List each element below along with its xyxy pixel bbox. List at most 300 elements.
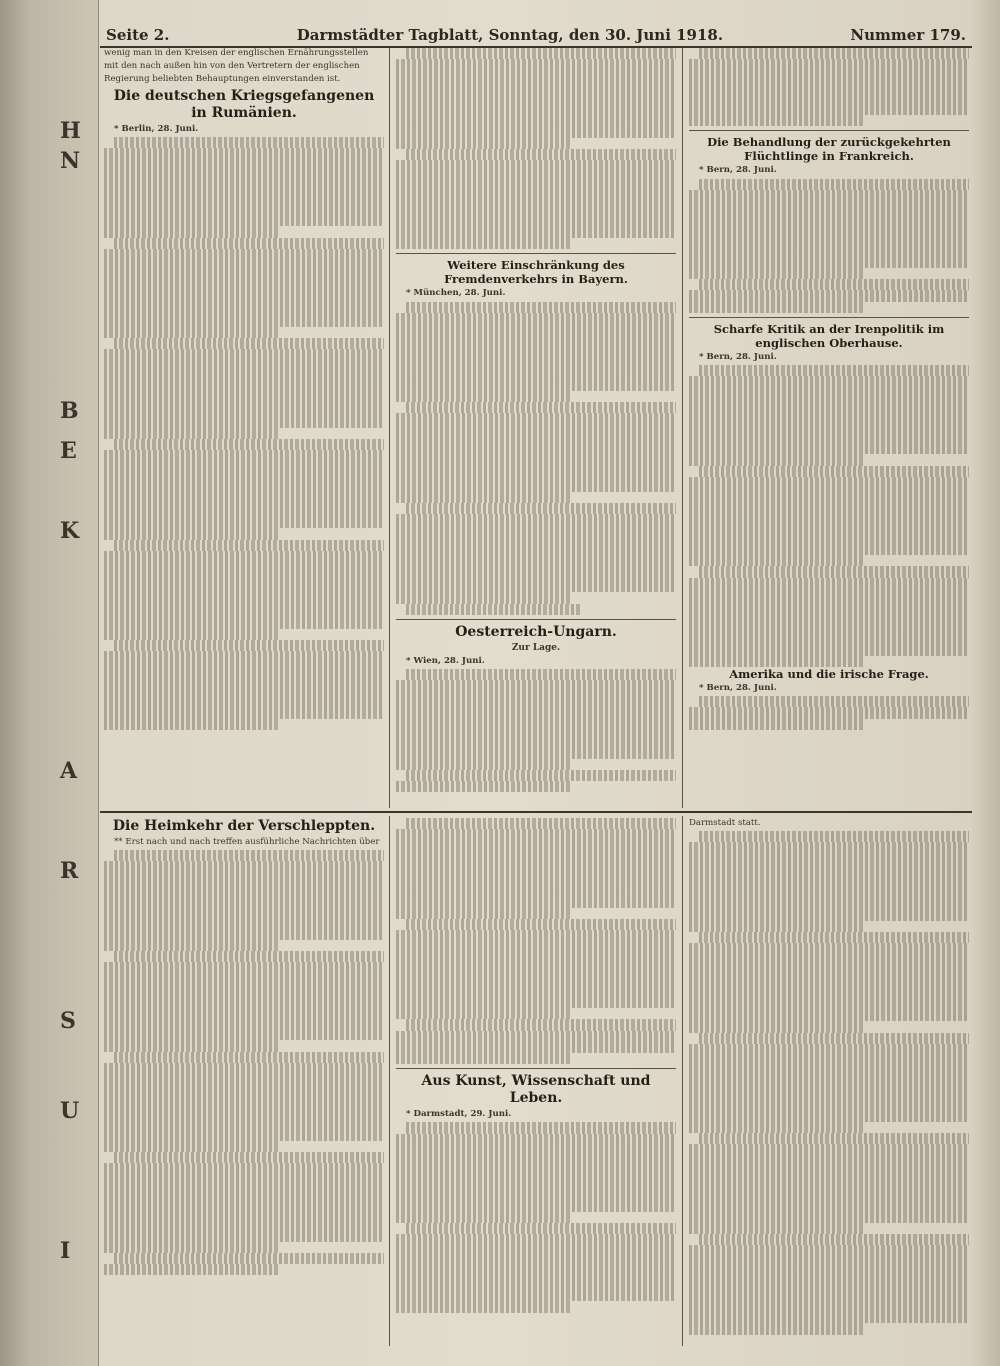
article-column	[689, 48, 969, 808]
text-line-texture	[396, 126, 676, 137]
text-line-texture	[114, 1152, 384, 1163]
text-line-texture	[396, 975, 676, 986]
text-line-texture	[396, 160, 676, 171]
illegible-body-text	[689, 831, 969, 1334]
illegible-body-text	[689, 365, 969, 667]
text-line-texture	[114, 640, 384, 651]
text-line-texture	[689, 1212, 969, 1223]
text-line-texture	[396, 227, 676, 238]
text-line-texture	[104, 996, 384, 1007]
text-line-texture	[699, 179, 969, 190]
section-divider	[100, 811, 972, 813]
text-line-texture	[689, 399, 969, 410]
dateline: * Wien, 28. Juni.	[406, 656, 485, 667]
text-line-texture	[396, 852, 676, 863]
text-line-texture	[406, 604, 580, 615]
text-line-texture	[396, 514, 676, 525]
adjacent-page-edge	[0, 0, 99, 1366]
text-line-texture	[104, 707, 384, 718]
text-line-texture	[689, 1144, 969, 1155]
article-column	[104, 48, 384, 808]
text-line-texture	[689, 1156, 969, 1167]
article-column	[396, 48, 676, 808]
text-line-texture	[689, 999, 969, 1010]
text-line-texture	[699, 365, 969, 376]
text-line-texture	[689, 921, 863, 932]
text-line-texture	[104, 861, 384, 872]
text-line-texture	[699, 696, 969, 707]
text-line-texture	[104, 596, 384, 607]
article-headline: Weitere Einschränkung des Fremdenverkehrs in Bayern.	[444, 258, 628, 287]
text-line-texture	[104, 182, 384, 193]
text-line-texture	[396, 1301, 570, 1312]
illegible-body-text	[396, 1122, 676, 1312]
text-line-texture	[689, 59, 969, 70]
edge-fragment: E	[60, 438, 77, 464]
text-line-texture	[689, 910, 969, 921]
text-line-texture	[104, 1186, 384, 1197]
text-line-texture	[104, 1119, 384, 1130]
text-line-texture	[689, 1200, 969, 1211]
text-line-texture	[396, 1156, 676, 1167]
text-line-texture	[689, 943, 969, 954]
text-line-texture	[396, 896, 676, 907]
text-line-texture	[396, 82, 676, 93]
text-line-texture	[396, 70, 676, 81]
edge-fragment: N	[60, 148, 81, 174]
edge-fragment: I	[60, 1238, 71, 1264]
text-line-texture	[689, 1100, 969, 1111]
text-line-texture	[396, 59, 676, 70]
text-line-texture	[104, 484, 384, 495]
text-line-texture	[396, 1053, 570, 1064]
text-line-texture	[104, 215, 384, 226]
text-line-texture	[689, 1178, 969, 1189]
text-line-texture	[689, 719, 863, 730]
text-line-texture	[396, 759, 570, 770]
text-line-texture	[396, 313, 676, 324]
text-line-texture	[406, 48, 676, 59]
illegible-body-text	[396, 48, 676, 249]
text-line-texture	[689, 1223, 863, 1234]
text-line-texture	[689, 1256, 969, 1267]
text-line-texture	[689, 1010, 969, 1021]
text-line-texture	[396, 941, 676, 952]
text-line-texture	[396, 1268, 676, 1279]
masthead-date: Darmstädter Tagblatt, Sonntag, den 30. Juni 1918.	[296, 26, 724, 44]
text-line-texture	[104, 562, 384, 573]
illegible-body-text	[689, 179, 969, 313]
newspaper-page	[100, 18, 972, 1350]
text-line-texture	[689, 201, 969, 212]
text-line-texture	[396, 748, 676, 759]
text-line-texture	[689, 510, 969, 521]
text-line-texture	[114, 338, 384, 349]
text-line-texture	[406, 1223, 676, 1234]
text-line-texture	[396, 874, 676, 885]
text-line-texture	[396, 93, 676, 104]
text-line-texture	[114, 439, 384, 450]
edge-fragment: A	[60, 758, 78, 784]
text-line-texture	[104, 1219, 384, 1230]
article-divider	[396, 253, 676, 254]
text-line-texture	[104, 1063, 384, 1074]
text-line-texture	[689, 954, 969, 965]
text-line-texture	[114, 540, 384, 551]
text-line-texture	[104, 1040, 278, 1051]
text-line-texture	[104, 1108, 384, 1119]
text-line-texture	[104, 873, 384, 884]
text-line-texture	[689, 93, 969, 104]
text-line-texture	[396, 171, 676, 182]
text-line-texture	[104, 1130, 384, 1141]
text-line-texture	[104, 316, 384, 327]
text-line-texture	[396, 481, 676, 492]
text-line-texture	[104, 573, 384, 584]
text-line-texture	[396, 997, 676, 1008]
text-line-texture	[689, 544, 969, 555]
text-line-texture	[406, 919, 676, 930]
text-line-texture	[689, 1323, 863, 1334]
article-column	[689, 818, 969, 1346]
text-line-texture	[396, 380, 676, 391]
text-line-texture	[406, 503, 676, 514]
text-line-texture	[396, 1290, 676, 1301]
text-line-texture	[114, 238, 384, 249]
text-line-texture	[104, 249, 384, 260]
text-line-texture	[689, 977, 969, 988]
text-line-texture	[104, 651, 384, 662]
text-line-texture	[114, 1253, 384, 1264]
text-line-texture	[104, 884, 384, 895]
text-line-texture	[104, 1231, 384, 1242]
text-line-texture	[396, 335, 676, 346]
text-line-texture	[689, 1301, 969, 1312]
text-line-texture	[689, 1122, 863, 1133]
text-line-texture	[689, 876, 969, 887]
text-line-texture	[396, 559, 676, 570]
text-line-texture	[396, 703, 676, 714]
text-line-texture	[104, 405, 384, 416]
illegible-body-text	[104, 137, 384, 730]
text-line-texture	[104, 461, 384, 472]
text-line-texture	[396, 963, 676, 974]
text-line-texture	[104, 629, 278, 640]
text-line-texture	[104, 260, 384, 271]
text-line-texture	[406, 402, 676, 413]
text-line-texture	[689, 387, 969, 398]
text-line-texture	[104, 685, 384, 696]
text-line-texture	[396, 525, 676, 536]
dateline: * Bern, 28. Juni.	[699, 165, 777, 176]
text-line-texture	[104, 394, 384, 405]
text-line-texture	[396, 216, 676, 227]
edge-fragment: R	[60, 858, 79, 884]
text-line-texture	[406, 1122, 676, 1133]
text-line-texture	[689, 865, 969, 876]
text-line-texture	[104, 148, 384, 159]
text-line-texture	[104, 1175, 384, 1186]
text-line-texture	[396, 1189, 676, 1200]
text-line-texture	[104, 940, 278, 951]
text-line-texture	[396, 885, 676, 896]
text-line-texture	[396, 592, 570, 603]
text-line-texture	[396, 324, 676, 335]
text-line: ** Erst nach und nach treffen ausführliche Nachrichten über	[114, 837, 380, 847]
text-line-texture	[689, 622, 969, 633]
text-line-texture	[396, 1201, 676, 1212]
text-line-texture	[396, 1212, 570, 1223]
text-line-texture	[689, 898, 969, 909]
text-line-texture	[396, 930, 676, 941]
article-headline: Aus Kunst, Wissenschaft und Leben.	[421, 1073, 651, 1107]
text-line-texture	[104, 1085, 384, 1096]
text-line-texture	[396, 680, 676, 691]
article-subhead: Zur Lage.	[511, 642, 561, 653]
text-line-texture	[396, 1031, 676, 1042]
text-line-texture	[104, 305, 384, 316]
illegible-body-text	[396, 302, 676, 615]
text-line-texture	[104, 1029, 384, 1040]
text-line-texture	[104, 428, 278, 439]
text-line-texture	[104, 1197, 384, 1208]
text-line-texture	[396, 1134, 676, 1145]
text-line-texture	[396, 346, 676, 357]
text-line-texture	[689, 104, 969, 115]
text-line-texture	[396, 986, 676, 997]
article-headline: Scharfe Kritik an der Irenpolitik im englischen Oberhause.	[713, 321, 945, 350]
text-line-texture	[689, 645, 969, 656]
text-line-texture	[689, 707, 969, 718]
text-line-texture	[396, 714, 676, 725]
text-line-texture	[396, 863, 676, 874]
text-line-texture	[699, 1234, 969, 1245]
article-headline: Die deutschen Kriegsgefangenen in Rumänien.	[113, 87, 375, 121]
text-line-texture	[104, 170, 384, 181]
edge-fragment: H	[60, 118, 81, 144]
text-line-texture	[104, 1007, 384, 1018]
edge-fragment: S	[60, 1008, 76, 1034]
text-line-texture	[114, 951, 384, 962]
text-line-texture	[104, 506, 384, 517]
article-headline: Amerika und die irische Frage.	[729, 667, 929, 682]
text-line-texture	[396, 581, 676, 592]
text-line-texture	[689, 302, 863, 313]
text-line-texture	[104, 917, 384, 928]
text-line-texture	[104, 984, 384, 995]
text-line-texture	[689, 82, 969, 93]
text-line-texture	[396, 1245, 676, 1256]
text-line-texture	[689, 410, 969, 421]
text-line-texture	[689, 212, 969, 223]
article-headline: Oesterreich-Ungarn.	[455, 623, 617, 640]
text-line-texture	[689, 234, 969, 245]
column-rule	[682, 48, 683, 808]
text-line-texture	[396, 1279, 676, 1290]
text-line-texture	[689, 454, 863, 465]
text-line-texture	[689, 600, 969, 611]
text-line-texture	[104, 204, 384, 215]
text-line-texture	[689, 290, 969, 301]
text-line-texture	[396, 138, 570, 149]
text-line-texture	[689, 965, 969, 976]
text-line-texture	[396, 692, 676, 703]
text-line-texture	[396, 447, 676, 458]
edge-fragment: U	[60, 1098, 80, 1124]
text-line-texture	[114, 1052, 384, 1063]
text-line-texture	[406, 669, 676, 680]
text-line-texture	[689, 268, 863, 279]
text-line-texture	[689, 499, 969, 510]
article-headline: Die Behandlung der zurückgekehrten Flüchtlinge in Frankreich.	[707, 135, 951, 164]
text-line-texture	[689, 488, 969, 499]
text-line-texture	[689, 555, 863, 566]
text-line-texture	[396, 469, 676, 480]
text-line-texture	[689, 421, 969, 432]
text-line-texture	[689, 1290, 969, 1301]
text-line-texture	[104, 1208, 384, 1219]
dateline: * Berlin, 28. Juni.	[114, 123, 199, 134]
text-line-texture	[104, 1242, 278, 1253]
column-rule	[389, 48, 390, 808]
edge-fragment: B	[60, 398, 79, 424]
text-line-texture	[689, 432, 969, 443]
text-line-texture	[104, 973, 384, 984]
text-line-texture	[689, 611, 969, 622]
edge-fragment: K	[60, 518, 80, 544]
text-line-texture	[396, 182, 676, 193]
text-line-texture	[396, 115, 676, 126]
text-line-texture	[104, 282, 384, 293]
text-line-texture	[396, 1178, 676, 1189]
text-line-texture	[104, 1018, 384, 1029]
text-line-texture	[396, 193, 676, 204]
text-line-texture	[689, 854, 969, 865]
text-line-texture	[104, 417, 384, 428]
dateline: * Darmstadt, 29. Juni.	[406, 1109, 512, 1120]
text-line: wenig man in den Kreisen der englischen Ernährungsstellen	[104, 48, 369, 58]
text-line-texture	[104, 551, 384, 562]
text-line-texture	[689, 1055, 969, 1066]
text-line-texture	[396, 781, 570, 792]
text-line-texture	[699, 831, 969, 842]
text-line-texture	[699, 466, 969, 477]
text-line-texture	[104, 271, 384, 282]
text-line-texture	[689, 115, 863, 126]
text-line-texture	[104, 372, 384, 383]
text-line-texture	[689, 1279, 969, 1290]
text-line-texture	[689, 1021, 863, 1032]
illegible-body-text	[396, 818, 676, 1064]
text-line-texture	[699, 1133, 969, 1144]
text-line-texture	[699, 566, 969, 577]
text-line-texture	[699, 1033, 969, 1044]
article-column	[104, 818, 384, 1346]
text-line-texture	[699, 279, 969, 290]
text-line-texture	[104, 962, 384, 973]
text-line-texture	[689, 1189, 969, 1200]
text-line-texture	[104, 1074, 384, 1085]
text-line-texture	[689, 477, 969, 488]
text-line-texture	[396, 413, 676, 424]
text-line-texture	[396, 1008, 570, 1019]
text-line-texture	[104, 383, 384, 394]
text-line-texture	[689, 1111, 969, 1122]
text-line-texture	[104, 719, 278, 730]
text-line-texture	[689, 70, 969, 81]
text-line-texture	[396, 358, 676, 369]
text-line-texture	[396, 829, 676, 840]
column-rule	[389, 816, 390, 1346]
text-line-texture	[396, 1042, 676, 1053]
text-line: Regierung beliebten Behauptungen einverstanden ist.	[104, 74, 341, 85]
dateline: * München, 28. Juni.	[406, 288, 506, 299]
text-line-texture	[689, 1077, 969, 1088]
text-line-texture	[396, 436, 676, 447]
page-number-left: Seite 2.	[106, 26, 170, 44]
article-divider	[689, 130, 969, 131]
text-line-texture	[396, 908, 570, 919]
text-line-texture	[104, 361, 384, 372]
text-line-texture	[689, 257, 969, 268]
text-line-texture	[104, 1141, 278, 1152]
text-line-texture	[104, 517, 384, 528]
text-line-texture	[396, 1167, 676, 1178]
illegible-body-text	[689, 48, 969, 126]
text-line-texture	[396, 104, 676, 115]
illegible-body-text	[689, 696, 969, 730]
text-line-texture	[104, 696, 384, 707]
text-line-texture	[104, 618, 384, 629]
text-line-texture	[396, 205, 676, 216]
text-line-texture	[396, 391, 570, 402]
text-line-texture	[689, 578, 969, 589]
article-divider	[396, 619, 676, 620]
text-line-texture	[396, 369, 676, 380]
article-divider	[396, 1068, 676, 1069]
text-line-texture	[396, 537, 676, 548]
text-line-texture	[406, 818, 676, 829]
text-line-texture	[689, 887, 969, 898]
text-line-texture	[396, 492, 570, 503]
text-line-texture	[396, 1145, 676, 1156]
text-line-texture	[396, 1234, 676, 1245]
text-line: Darmstadt statt.	[689, 818, 761, 828]
article-column	[396, 818, 676, 1346]
text-line-texture	[689, 1066, 969, 1077]
text-line-texture	[396, 736, 676, 747]
text-line-texture	[689, 656, 863, 667]
text-line-texture	[104, 906, 384, 917]
text-line-texture	[114, 850, 384, 861]
text-line-texture	[689, 988, 969, 999]
dateline: * Bern, 28. Juni.	[699, 683, 777, 694]
column-rule	[682, 816, 683, 1346]
article-headline: Die Heimkehr der Verschleppten.	[112, 818, 376, 834]
text-line-texture	[396, 570, 676, 581]
text-line-texture	[396, 840, 676, 851]
text-line-texture	[689, 376, 969, 387]
running-head	[100, 18, 972, 48]
text-line-texture	[104, 663, 384, 674]
text-line-texture	[104, 349, 384, 360]
text-line-texture	[104, 674, 384, 685]
text-line-texture	[104, 293, 384, 304]
text-line-texture	[104, 1264, 278, 1275]
text-line-texture	[104, 159, 384, 170]
text-line-texture	[689, 1268, 969, 1279]
text-line-texture	[406, 1019, 676, 1030]
